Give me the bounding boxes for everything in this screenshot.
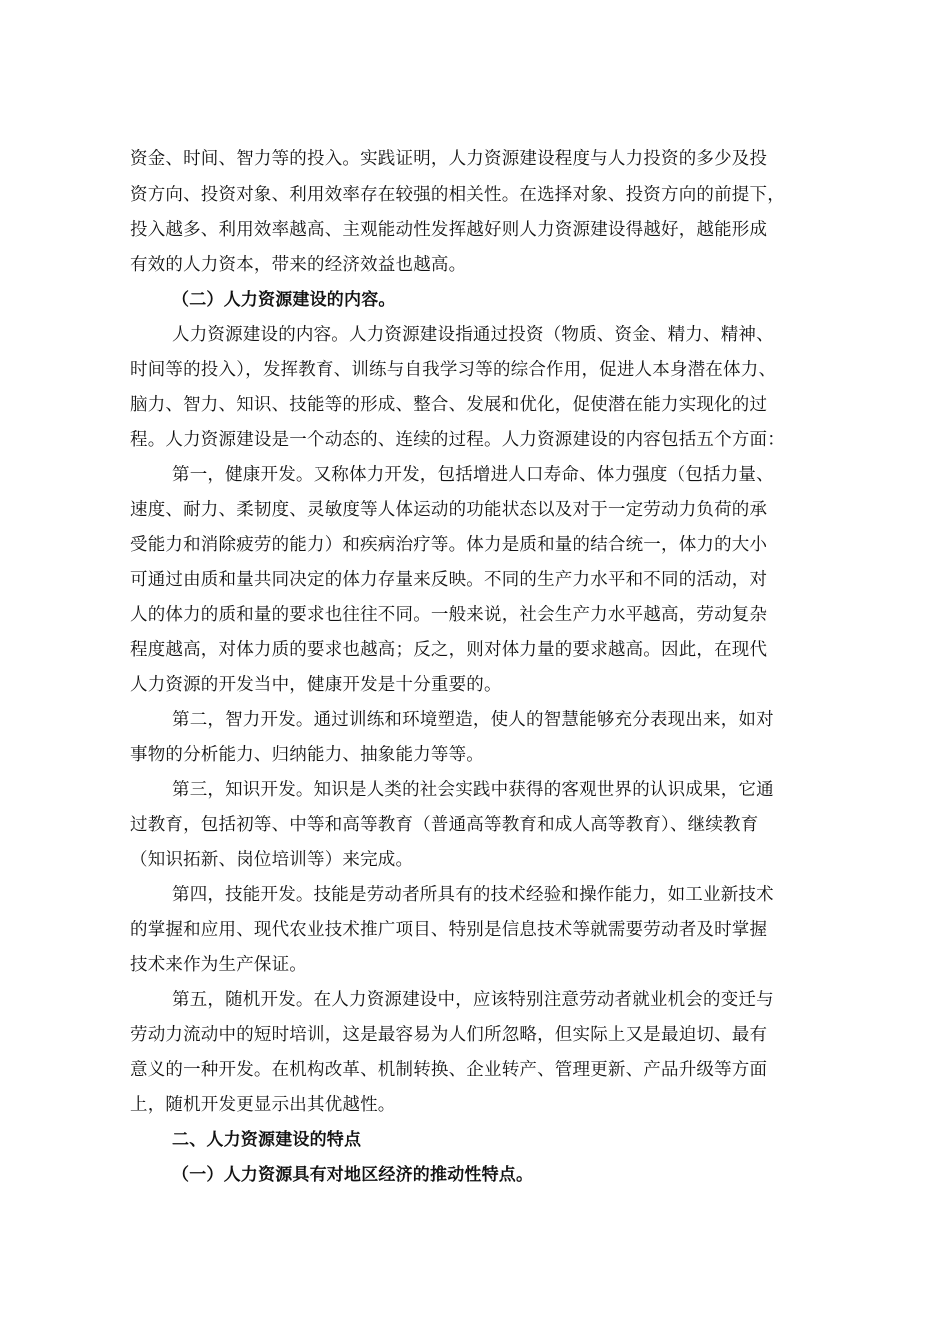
paragraph-line: 事物的分析能力、归纳能力、抽象能力等等。 xyxy=(130,745,484,765)
chapter-heading: 二、人力资源建设的特点 xyxy=(172,1130,362,1150)
paragraph-line: 速度、耐力、柔韧度、灵敏度等人体运动的功能状态以及对于一定劳动力负荷的承 xyxy=(130,500,768,520)
section-heading: （一）人力资源具有对地区经济的推动性特点。 xyxy=(172,1165,534,1185)
paragraph-line: 时间等的投入），发挥教育、训练与自我学习等的综合作用，促进人本身潜在体力、 xyxy=(130,360,777,380)
paragraph-line: 人的体力的质和量的要求也往往不同。一般来说，社会生产力水平越高，劳动复杂 xyxy=(130,605,768,625)
paragraph-line: 第四，技能开发。技能是劳动者所具有的技术经验和操作能力，如工业新技术 xyxy=(172,885,774,905)
paragraph-line: 第二，智力开发。通过训练和环境塑造，使人的智慧能够充分表现出来，如对 xyxy=(172,710,774,730)
section-heading: （二）人力资源建设的内容。 xyxy=(172,290,396,310)
paragraph-line: （知识拓新、岗位培训等）来完成。 xyxy=(130,850,414,870)
paragraph-line: 过教育，包括初等、中等和高等教育（普通高等教育和成人高等教育）、继续教育 xyxy=(130,815,759,835)
paragraph-line: 的掌握和应用、现代农业技术推广项目、特别是信息技术等就需要劳动者及时掌握 xyxy=(130,920,768,940)
paragraph-line: 第五，随机开发。在人力资源建设中，应该特别注意劳动者就业机会的变迁与 xyxy=(172,990,774,1010)
paragraph-line: 受能力和消除疲劳的能力）和疾病治疗等。体力是质和量的结合统一，体力的大小 xyxy=(130,535,768,555)
paragraph-line: 劳动力流动中的短时培训，这是最容易为人们所忽略，但实际上又是最迫切、最有 xyxy=(130,1025,768,1045)
paragraph-line: 意义的一种开发。在机构改革、机制转换、企业转产、管理更新、产品升级等方面 xyxy=(130,1060,768,1080)
paragraph-line: 有效的人力资本，带来的经济效益也越高。 xyxy=(130,255,467,275)
paragraph-line: 第一，健康开发。又称体力开发，包括增进人口寿命、体力强度（包括力量、 xyxy=(172,465,774,485)
paragraph-line: 脑力、智力、知识、技能等的形成、整合、发展和优化，促使潜在能力实现化的过 xyxy=(130,395,768,415)
paragraph-line: 可通过由质和量共同决定的体力存量来反映。不同的生产力水平和不同的活动，对 xyxy=(130,570,768,590)
paragraph-line: 技术来作为生产保证。 xyxy=(130,955,307,975)
paragraph-line: 第三，知识开发。知识是人类的社会实践中获得的客观世界的认识成果，它通 xyxy=(172,780,774,800)
paragraph-line: 人力资源的开发当中，健康开发是十分重要的。 xyxy=(130,675,502,695)
paragraph-line: 投入越多、利用效率越高、主观能动性发挥越好则人力资源建设得越好，越能形成 xyxy=(130,220,768,240)
paragraph-line: 人力资源建设的内容。人力资源建设指通过投资（物质、资金、精力、精神、 xyxy=(172,325,774,345)
paragraph-line: 上，随机开发更显示出其优越性。 xyxy=(130,1095,396,1115)
paragraph-line: 程度越高，对体力质的要求也越高；反之，则对体力量的要求越高。因此，在现代 xyxy=(130,640,768,660)
paragraph-line: 程。人力资源建设是一个动态的、连续的过程。人力资源建设的内容包括五个方面： xyxy=(130,430,785,450)
paragraph-line: 资金、时间、智力等的投入。实践证明，人力资源建设程度与人力投资的多少及投 xyxy=(130,149,768,169)
paragraph-line: 资方向、投资对象、利用效率存在较强的相关性。在选择对象、投资方向的前提下， xyxy=(130,185,785,205)
